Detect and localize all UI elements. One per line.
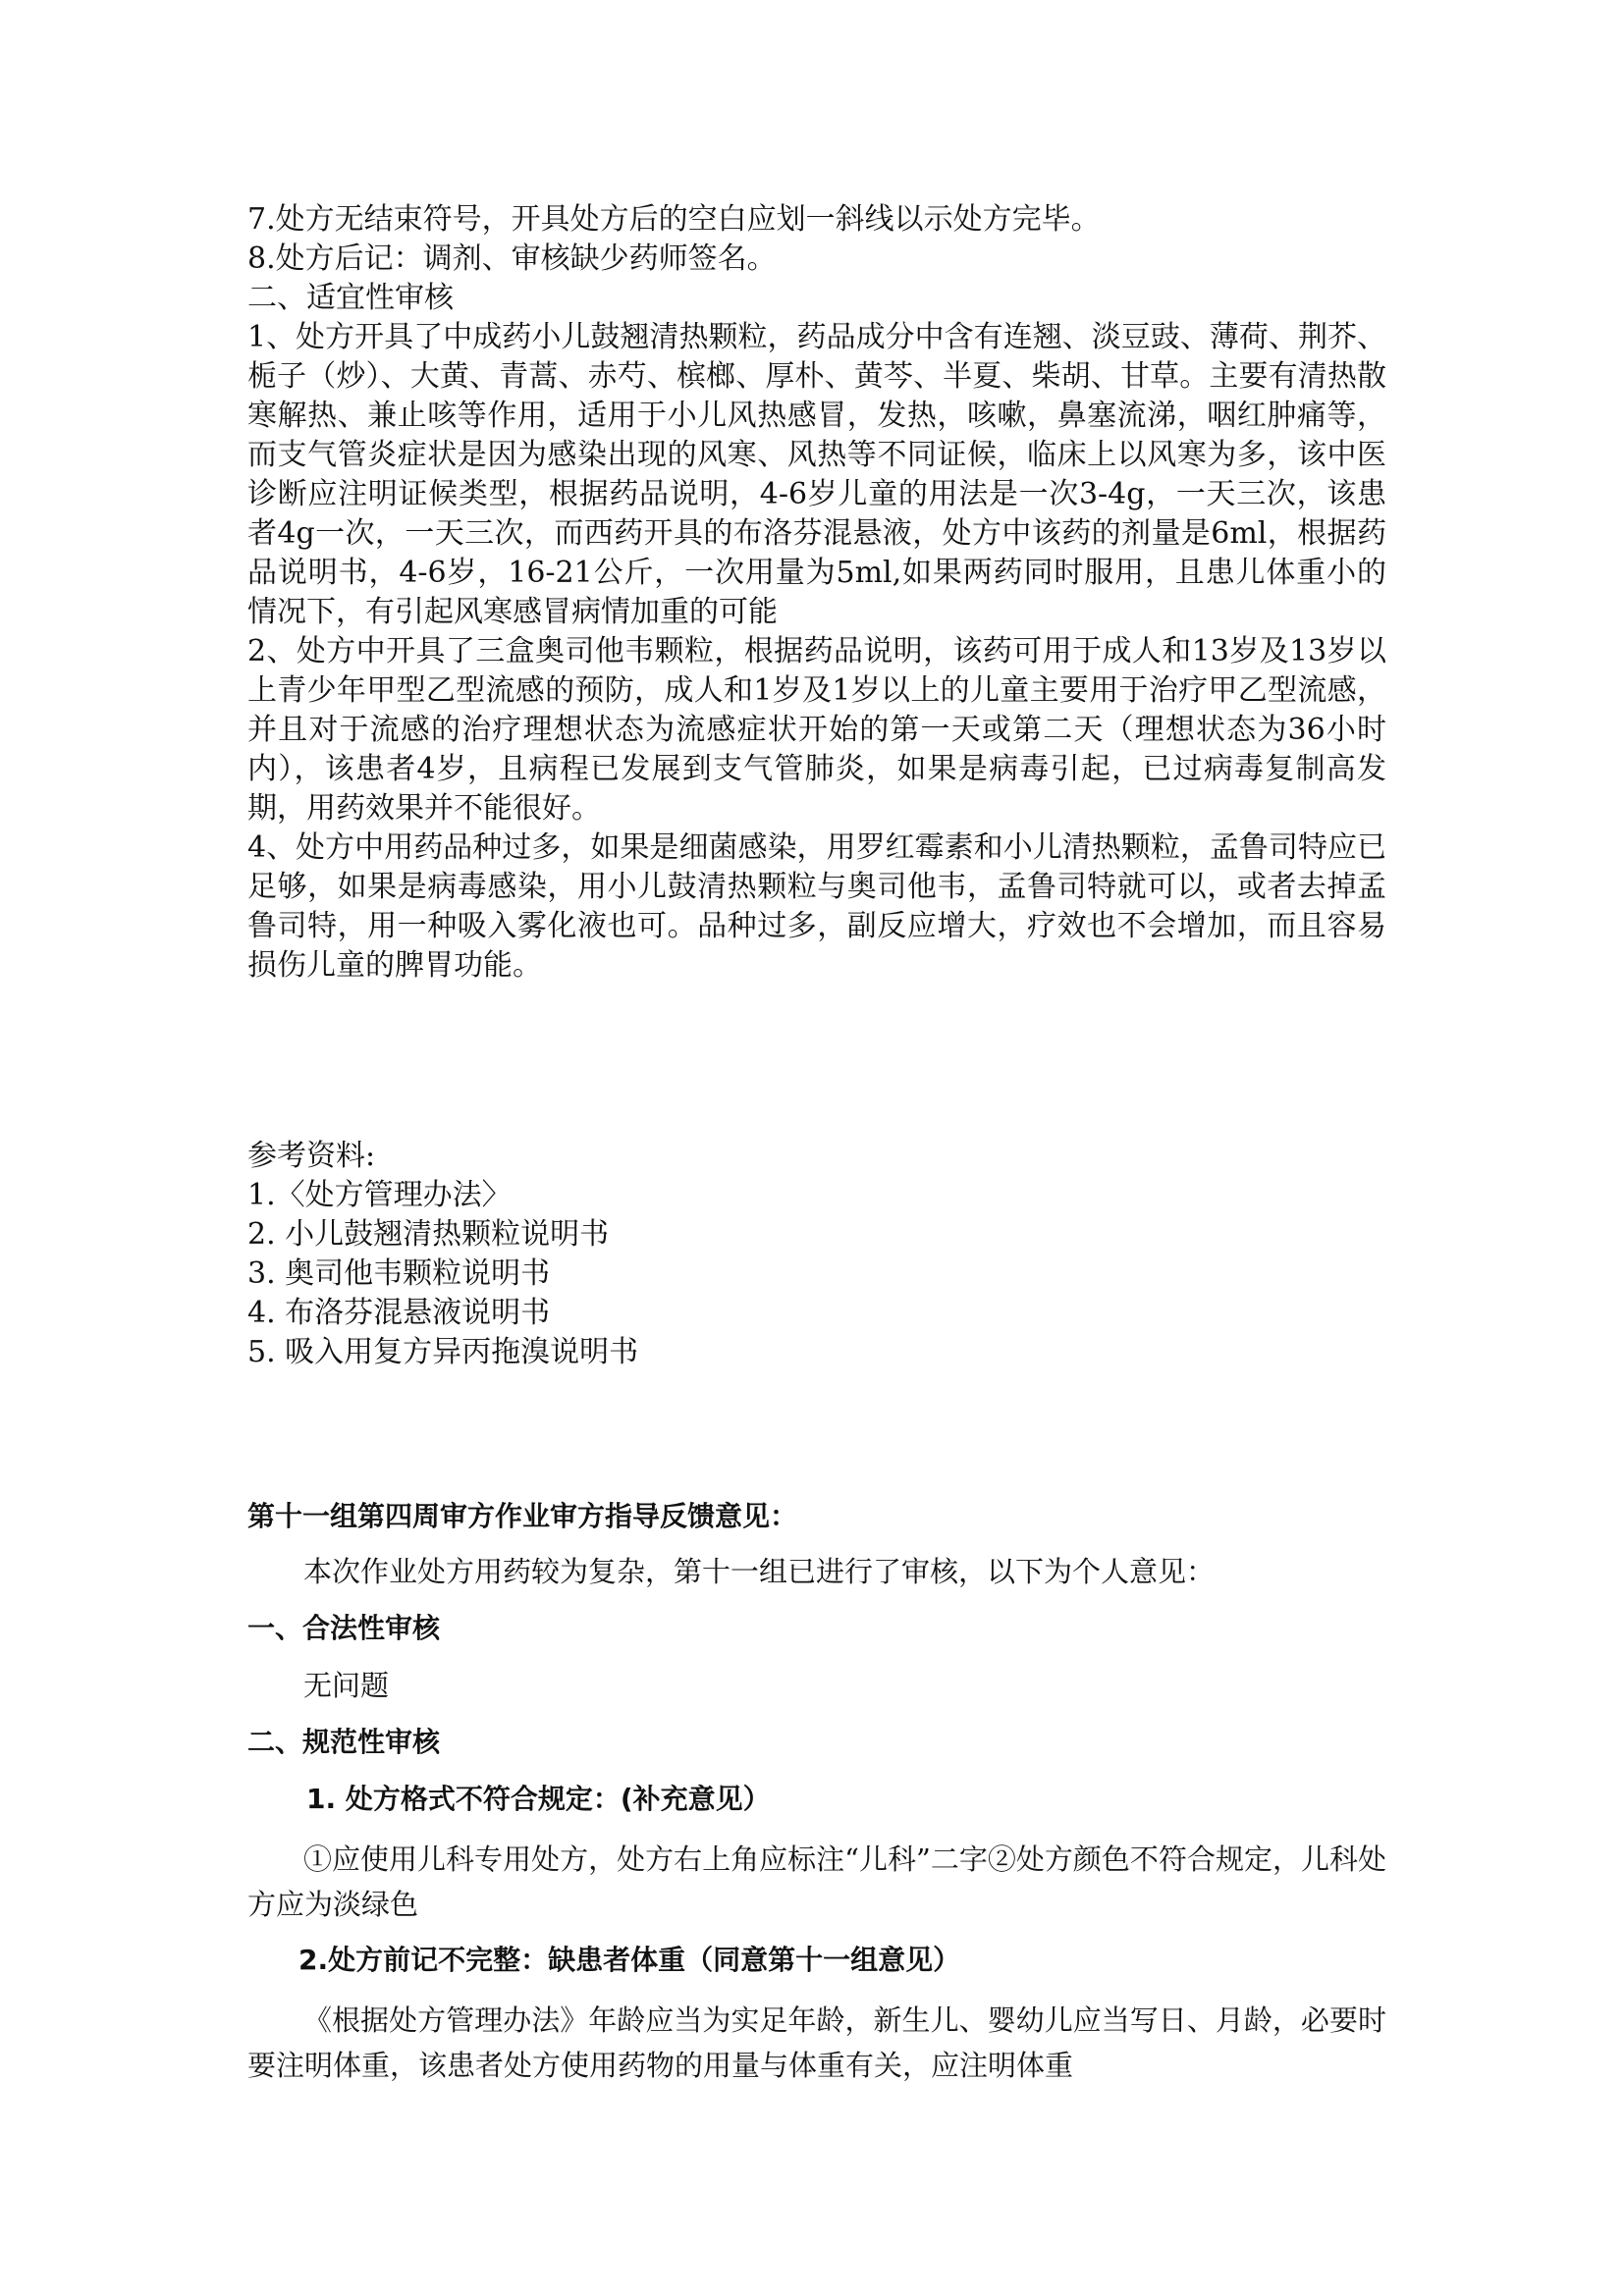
- review-section-continued: [247, 200, 1386, 986]
- subsection-1-title: 1. 处方格式不符合规定：(补充意见）: [306, 1783, 771, 1815]
- suitability-paragraph-1: 1、处方开具了中成药小儿鼓翘清热颗粒，药品成分中含有连翘、淡豆豉、薄荷、荆芥、栀子（炒）、大黄、青蒿、赤芍、槟榔、厚朴、黄芩、半夏、柴胡、甘草。主要有清热散寒解热、兼止咳等作用，适用于小儿风热感冒，发热，咳嗽，鼻塞流涕，咽红肿痛等，而支气管炎症状是因为感染出现的风寒、风热等不同证候，临床上以风寒为多，该中医诊断应注明证候类型，根据药品说明，4-6岁儿童的用法是一次3-4g，一天三次，该患者4g一次，一天三次，而西药开具的布洛芬混悬液，处方中该药的剂量是6ml，根据药品说明书，4-6岁，16-21公斤，一次用量为5ml,如果两药同时服用，且患儿体重小的情况下，有引起风寒感冒病情加重的可能: [247, 320, 1386, 629]
- suitability-paragraph-4: 4、处方中用药品种过多，如果是细菌感染，用罗红霉素和小儿清热颗粒，孟鲁司特应已足够，如果是病毒感染，用小儿鼓清热颗粒与奥司他韦，孟鲁司特就可以，或者去掉孟鲁司特，用一种吸入雾化液也可。品种过多，副反应增大，疗效也不会增加，而且容易损伤儿童的脾胃功能。: [247, 830, 1386, 983]
- feedback-title: 第十一组第四周审方作业审方指导反馈意见：: [247, 1500, 798, 1532]
- references-list: [247, 1137, 1386, 1372]
- feedback-section: [247, 1497, 1386, 2088]
- subsection-2-title: 2.处方前记不完整：缺患者体重（同意第十一组意见）: [298, 1944, 961, 1976]
- item-7-line: 7.处方无结束符号，开具处方后的空白应划一斜线以示处方完毕。: [247, 202, 1101, 237]
- suitability-heading: 二、适宜性审核: [247, 281, 454, 315]
- references-title: 参考资料:: [247, 1139, 376, 1173]
- legal-body: 无问题: [303, 1669, 390, 1702]
- reference-item: 5. 吸入用复方异丙拖溴说明书: [247, 1335, 639, 1369]
- norm-heading: 二、规范性审核: [247, 1726, 441, 1758]
- suitability-paragraph-2: 2、处方中开具了三盒奥司他韦颗粒，根据药品说明，该药可用于成人和13岁及13岁以上青少年甲型乙型流感的预防，成人和1岁及1岁以上的儿童主要用于治疗甲乙型流感，并且对于流感的治疗理想状态为流感症状开始的第一天或第二天（理想状态为36小时内），该患者4岁，且病程已发展到支气管肺炎，如果是病毒引起，已过病毒复制高发期，用药效果并不能很好。: [247, 634, 1386, 826]
- subsection-1-body: ①应使用儿科专用处方，处方右上角应标注“儿科”二字②处方颜色不符合规定，儿科处方应为淡绿色: [247, 1842, 1386, 1921]
- feedback-intro: 本次作业处方用药较为复杂，第十一组已进行了审核，以下为个人意见：: [303, 1555, 1216, 1588]
- subsection-2-body: 《根据处方管理办法》年龄应当为实足年龄，新生儿、婴幼儿应当写日、月龄，必要时要注明体重，该患者处方使用药物的用量与体重有关，应注明体重: [247, 2003, 1386, 2082]
- reference-item: 2. 小儿鼓翘清热颗粒说明书: [247, 1217, 610, 1252]
- reference-item: 1.〈处方管理办法〉: [247, 1178, 512, 1212]
- reference-item: 4. 布洛芬混悬液说明书: [247, 1296, 551, 1330]
- item-8-line: 8.处方后记：调剂、审核缺少药师签名。: [247, 241, 777, 276]
- reference-item: 3. 奥司他韦颗粒说明书: [247, 1256, 551, 1291]
- legal-heading: 一、合法性审核: [247, 1612, 441, 1644]
